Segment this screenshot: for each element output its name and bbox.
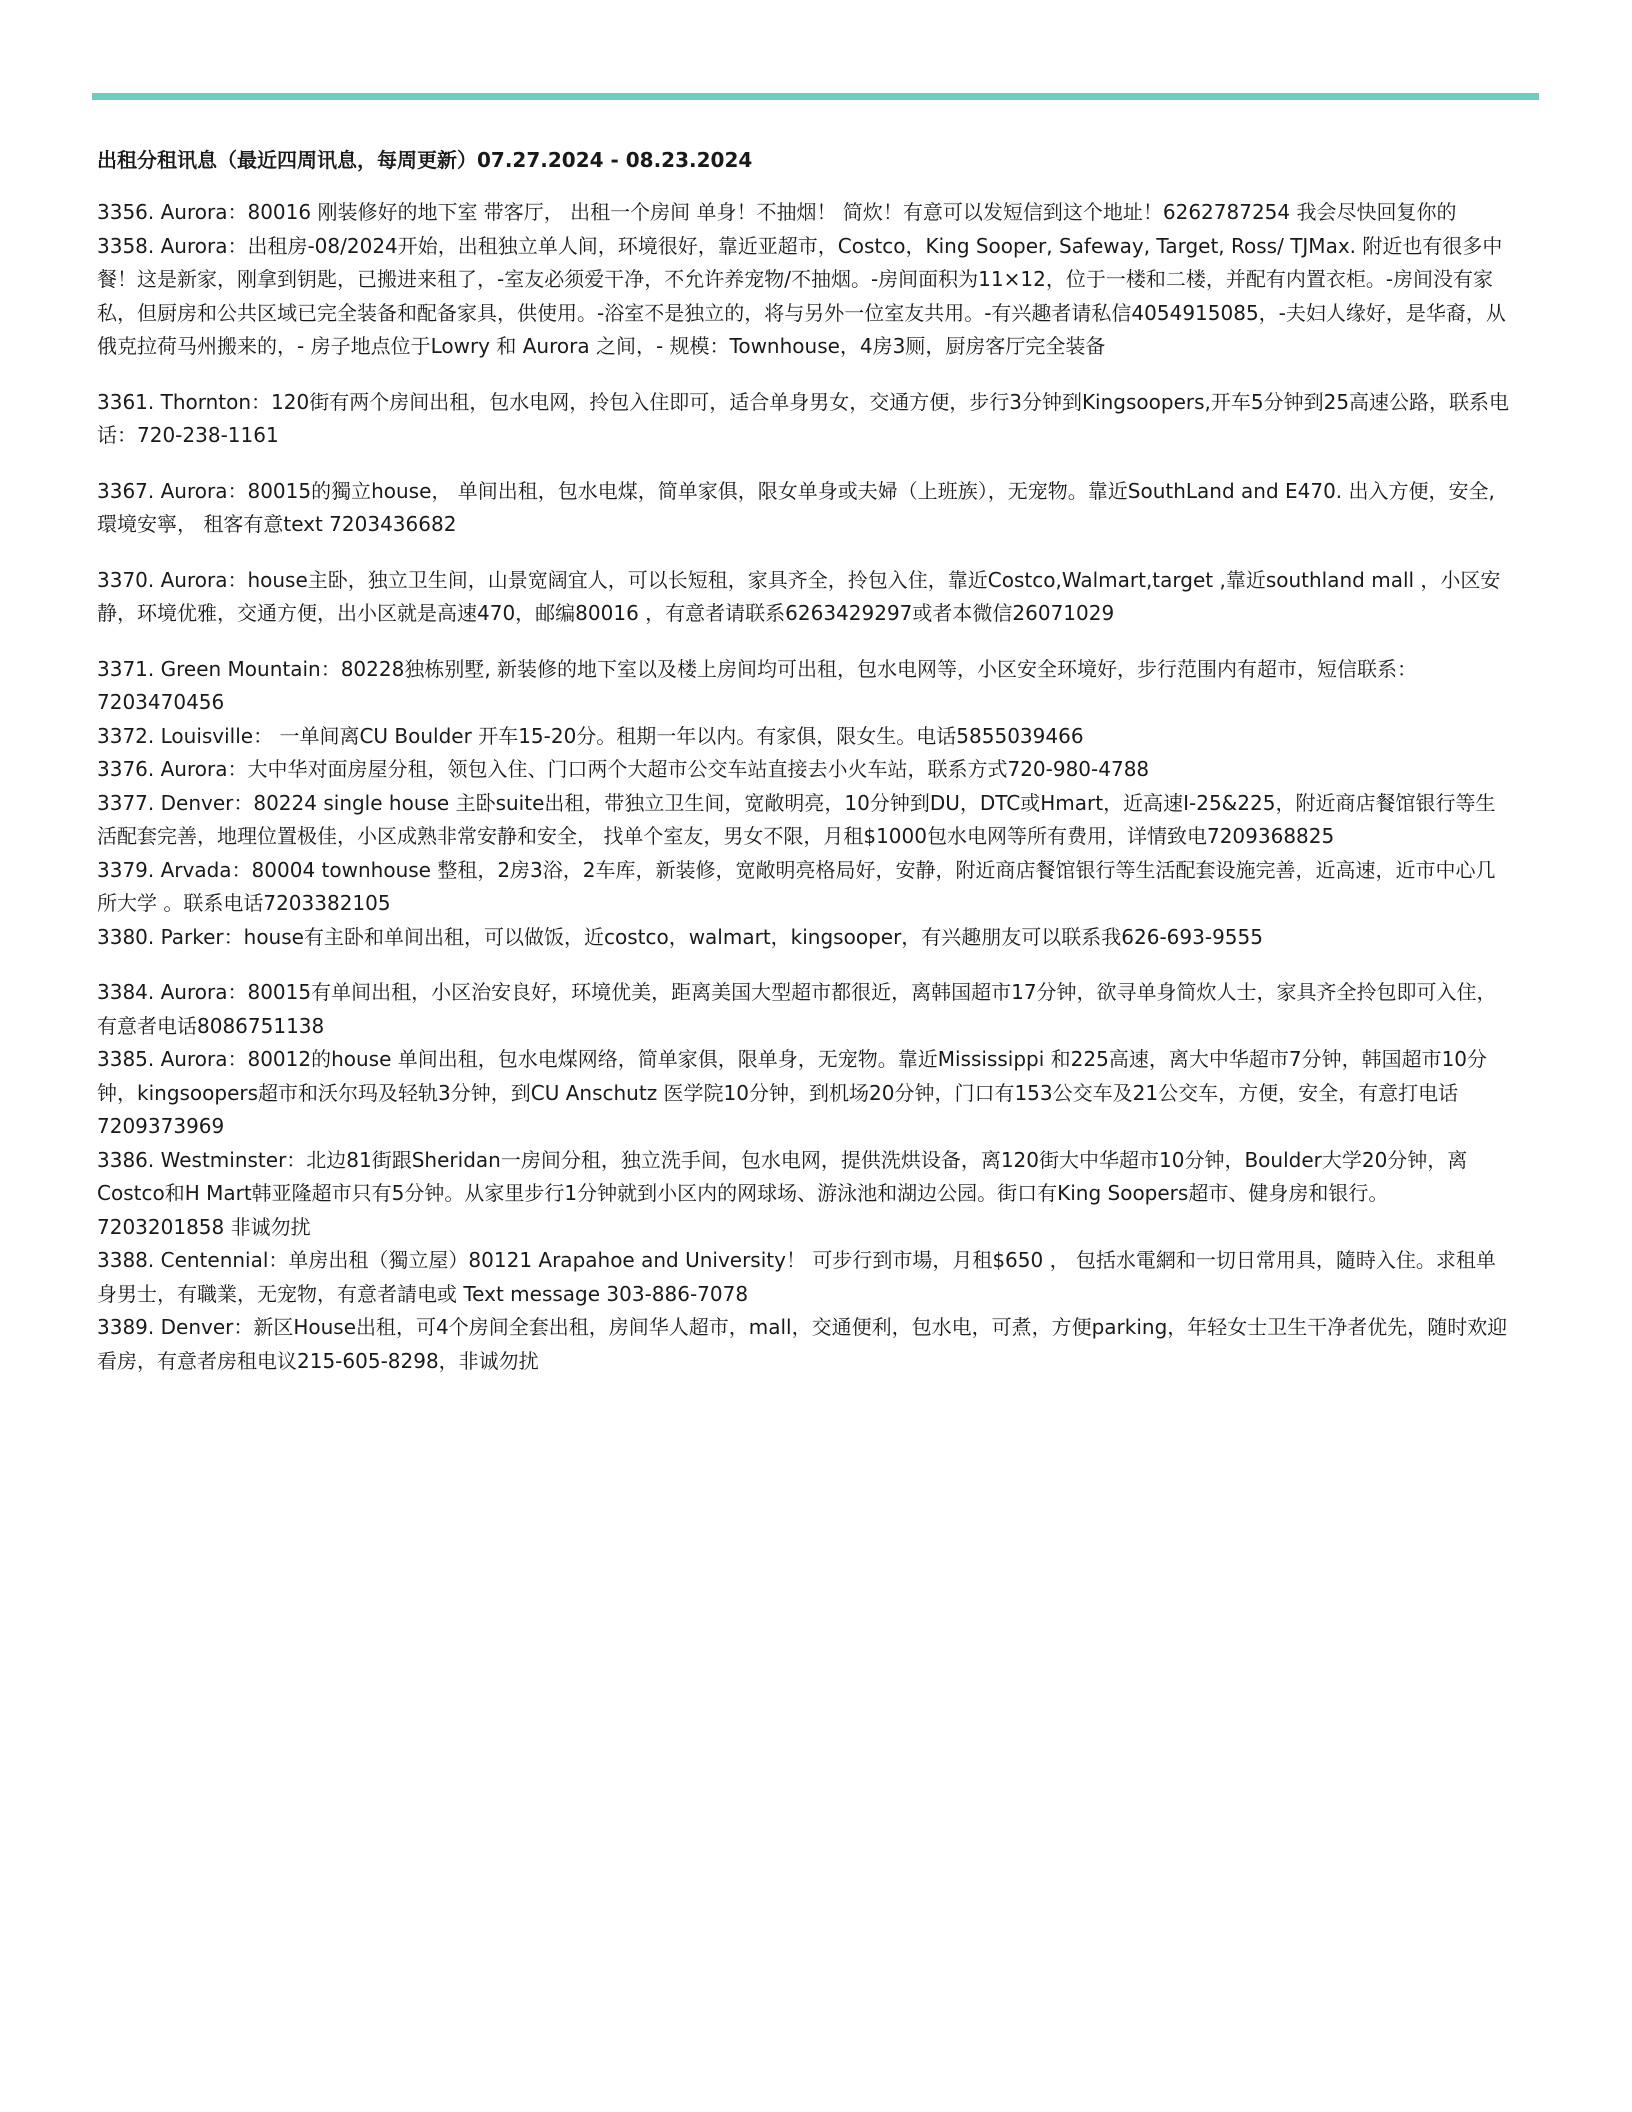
- listing-3358: 3358. Aurora：出租房-08/2024开始，出租独立单人间，环境很好，靠近亚超市，Costco，King Sooper, Safeway, Target, Ross/ TJMax. 附近也有很多中餐！这是新家，刚拿到钥匙，已搬进来租了，-室友必须爱干净，不允许养宠物/不抽烟。-房间面积为11×12，位于一楼和二楼，并配有内置衣柜。-房间没有家私，但厨房和公共区域已完全装备和配备家具，供使用。-浴室不是独立的，将与另外一位室友共用。-有兴趣者请私信4054915085，-夫妇人缘好，是华裔，从俄克拉荷马州搬来的，- 房子地点位于Lowry 和 Aurora 之间，- 规模：Townhouse，4房3厕，厨房客厅完全装备: [97, 233, 1506, 358]
- listing-3385: 3385. Aurora：80012的house 单间出租，包水电煤网络，简单家俱，限单身，无宠物。靠近Mississippi 和225高速，离大中华超市7分钟，韩国超市10分钟，kingsoopers超市和沃尔玛及轻轨3分钟，到CU Anschutz 医学院10分钟，到机场20分钟，门口有153公交车及21公交车，方便，安全，有意打电话7209373969: [97, 1047, 1488, 1138]
- listing-3370: 3370. Aurora：house主卧，独立卫生间，山景宽阔宜人，可以长短租，家具齐全，拎包入住，靠近Costco,Walmart,target ,靠近southland mall ，小区安静，环境优雅，交通方便，出小区就是高速470，邮编80016 ，有意者请联系6263429297或者本微信26071029: [97, 567, 1501, 625]
- listing-3386: 3386. Westminster：北边81街跟Sheridan一房间分租，独立洗手间，包水电网，提供洗烘设备，离120街大中华超市10分钟，Boulder大学20分钟，离Costco和H Mart韩亚隆超市只有5分钟。从家里步行1分钟就到小区内的网球场、游泳池和湖边公园。街口有King Soopers超市、健身房和银行。7203201858 非诚勿扰: [97, 1147, 1468, 1239]
- listing-3377: 3377. Denver：80224 single house 主卧suite出租，带独立卫生间，宽敞明亮，10分钟到DU，DTC或Hmart，近高速I-25&225，附近商店餐馆银行等生活配套完善，地理位置极佳，小区成熟非常安静和安全， 找单个室友，男女不限，月租$1000包水电网等所有费用，详情致电7209368825: [97, 790, 1496, 848]
- listing-3379: 3379. Arvada：80004 townhouse 整租，2房3浴，2车库，新装修，宽敞明亮格局好，安静，附近商店餐馆银行等生活配套设施完善，近高速，近市中心几所大学 。联系电话7203382105: [97, 857, 1496, 915]
- listing-3356: 3356. Aurora：80016 刚装修好的地下室 带客厅， 出租一个房间 单身！不抽烟！ 简炊！有意可以发短信到这个地址！6262787254 我会尽快回复你的: [97, 200, 1457, 224]
- document-title: 出租分租讯息（最近四周讯息，每周更新）07.27.2024 - 08.23.2024: [97, 148, 753, 172]
- listing-3388: 3388. Centennial：单房出租（獨立屋）80121 Arapahoe and University！ 可步行到市場，月租$650 ， 包括水電網和一切日常用具，隨時入住。求租单身男士，有職業，无宠物，有意者請电或 Text message 303-886-7078: [97, 1248, 1496, 1306]
- listing-3380: 3380. Parker：house有主卧和单间出租，可以做饭，近costco，walmart，kingsooper，有兴趣朋友可以联系我626-693-9555: [97, 924, 1263, 949]
- listing-3371: 3371. Green Mountain：80228独栋别墅, 新装修的地下室以及楼上房间均可出租，包水电网等，小区安全环境好，步行范围内有超市，短信联系：7203470456: [97, 656, 1418, 714]
- listing-3376: 3376. Aurora：大中华对面房屋分租，领包入住、门口两个大超市公交车站直接去小火车站，联系方式720-980-4788: [97, 757, 1150, 781]
- listings-document: [97, 146, 1515, 1378]
- listing-3361: 3361. Thornton：120街有两个房间出租，包水电网，拎包入住即可，适合单身男女，交通方便，步行3分钟到Kingsoopers,开车5分钟到25高速公路，联系电话：720-238-1161: [97, 389, 1510, 447]
- listing-3367: 3367. Aurora：80015的獨立house， 单间出租，包水电煤，简单家俱，限女单身或夫婦（上班族），无宠物。靠近SouthLand and E470. 出入方便，安全, 環境安寧， 租客有意text 7203436682: [97, 478, 1495, 536]
- listing-3389: 3389. Denver：新区House出租，可4个房间全套出租，房间华人超市，mall，交通便利，包水电，可煮，方便parking，年轻女士卫生干净者优先，随时欢迎看房，有意者房租电议215-605-8298，非诚勿扰: [97, 1315, 1508, 1373]
- listing-3372: 3372. Louisville： 一单间离CU Boulder 开车15-20分。租期一年以内。有家俱，限女生。电话5855039466: [97, 723, 1084, 748]
- listing-3384: 3384. Aurora：80015有单间出租，小区治安良好，环境优美，距离美国大型超市都很近，离韩国超市17分钟，欲寻单身简炊人士，家具齐全拎包即可入住，有意者电话8086751138: [97, 980, 1497, 1038]
- header-divider: [92, 93, 1539, 100]
